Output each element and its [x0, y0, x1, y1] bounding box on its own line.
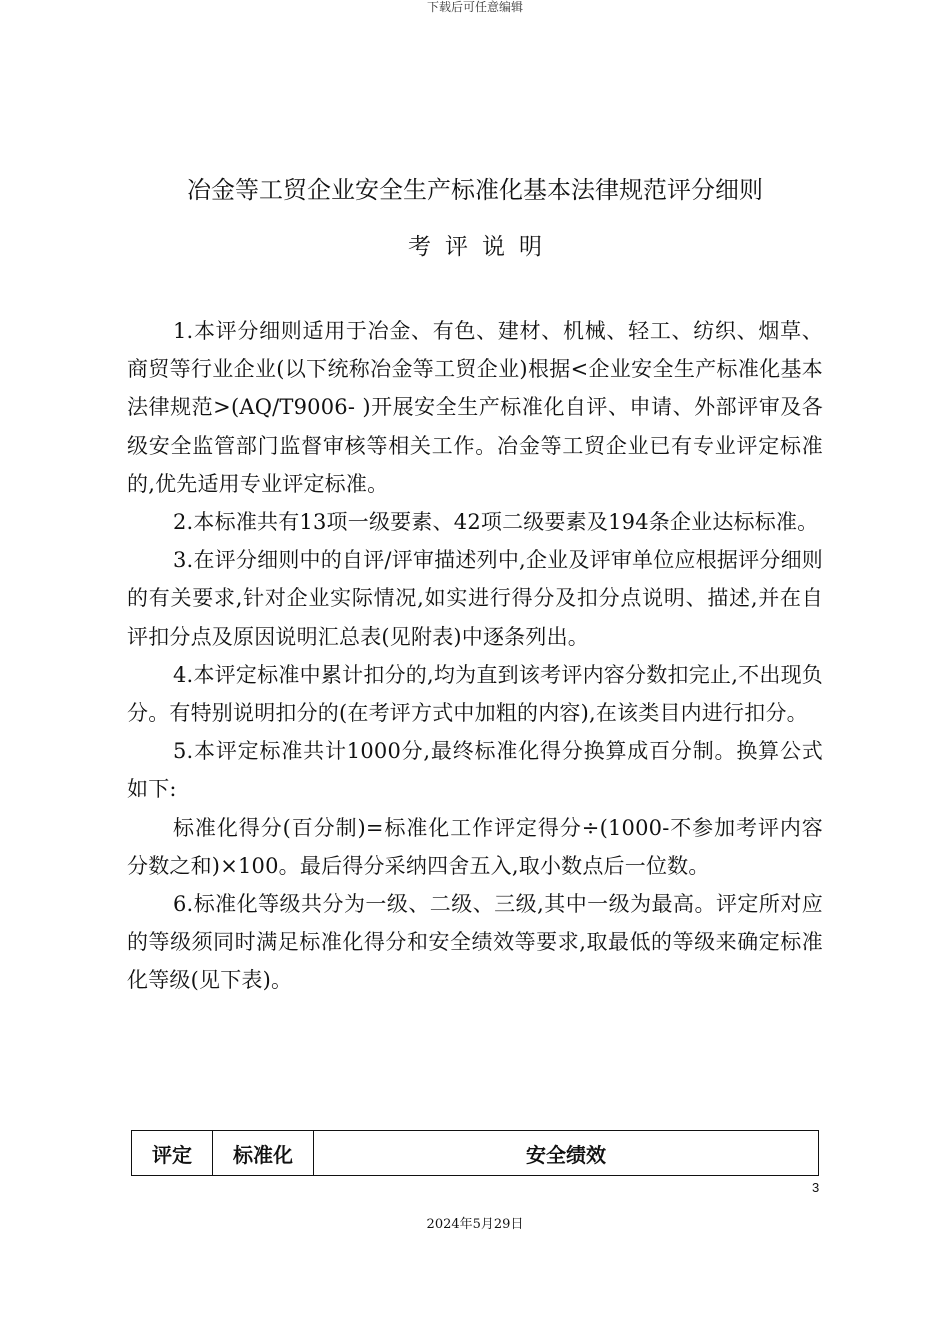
page-number: 3 — [812, 1180, 820, 1195]
table-header-level: 评定 — [132, 1131, 213, 1176]
paragraph-levels: 6.标准化等级共分为一级、二级、三级,其中一级为最高。评定所对应的等级须同时满足标准化得分和安全绩效等要求,取最低的等级来确定标准化等级(见下表)。 — [127, 892, 823, 993]
table-header-safety-performance: 安全绩效 — [314, 1131, 819, 1176]
paragraph-description: 3.在评分细则中的自评/评审描述列中,企业及评审单位应根据评分细则的有关要求,针对企业实际情况,如实进行得分及扣分点说明、描述,并在自评扣分点及原因说明汇总表(见附表)中逐条列出。 — [127, 548, 823, 649]
document-title: 冶金等工贸企业安全生产标准化基本法律规范评分细则 — [187, 176, 763, 204]
paragraph-total-score: 5.本评定标准共计1000分,最终标准化得分换算成百分制。换算公式如下: — [127, 739, 823, 802]
paragraph-scope: 1.本评分细则适用于冶金、有色、建材、机械、轻工、纺织、烟草、商贸等行业企业(以下统称冶金等工贸企业)根据<企业安全生产标准化基本法律规范>(AQ/T9006- )开展安全生产标准化自评、申请、外部评审及各级安全监管部门监督审核等相关工作。冶金等工贸企业已有专业评定标准的,优先适用专业评定标准。 — [127, 319, 823, 496]
footer-date: 2024年5月29日 — [426, 1217, 524, 1232]
paragraph-elements: 2.本标准共有13项一级要素、42项二级要素及194条企业达标标准。 — [173, 510, 819, 535]
document-body — [127, 312, 823, 1000]
header-note: 下载后可任意编辑 — [426, 0, 523, 14]
rating-level-table — [131, 1130, 819, 1176]
paragraph-deduction: 4.本评定标准中累计扣分的,均为直到该考评内容分数扣完止,不出现负分。有特别说明扣分的(在考评方式中加粗的内容),在该类目内进行扣分。 — [127, 662, 823, 726]
document-subtitle: 考评说明 — [408, 234, 556, 260]
paragraph-formula: 标准化得分(百分制)=标准化工作评定得分÷(1000-不参加考评内容分数之和)×100。最后得分采纳四舍五入,取小数点后一位数。 — [127, 815, 823, 878]
table-header-standardization: 标准化 — [213, 1131, 314, 1176]
table-header-row — [132, 1131, 819, 1176]
